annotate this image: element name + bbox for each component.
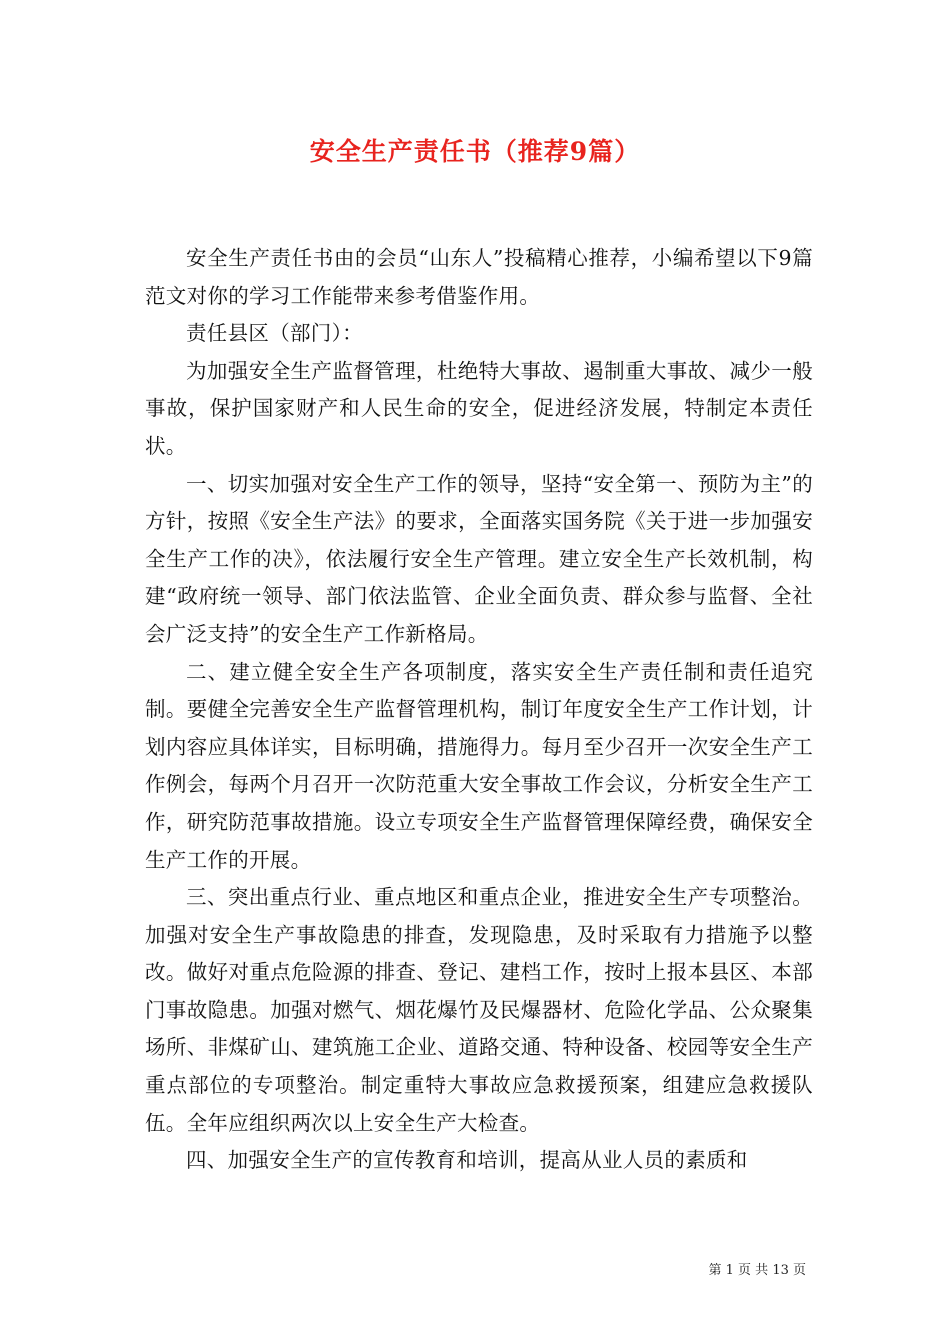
paragraph-purpose: 为加强安全生产监督管理，杜绝特大事故、遏制重大事故、减少一般事故，保护国家财产和人民生命的安全，促进经济发展，特制定本责任状。 bbox=[145, 358, 813, 458]
paragraph-item-2: 二、建立健全安全生产各项制度，落实安全生产责任制和责任追究制。要健全完善安全生产监督管理机构，制订年度安全生产工作计划，计划内容应具体详实，目标明确，措施得力。每月至少召开一次安全生产工作例会，每两个月召开一次防范重大安全事故工作会议，分析安全生产工作，研究防范事故措施。设立专项安全生产监督管理保障经费，确保安全生产工作的开展。 bbox=[145, 659, 813, 872]
paragraph-addressee: 责任县区（部门）： bbox=[186, 321, 363, 346]
paragraph-item-1: 一、切实加强对安全生产工作的领导，坚持“安全第一、预防为主”的方针，按照《安全生产法》的要求，全面落实国务院《关于进一步加强安全生产工作的决》，依法履行安全生产管理。建立安全生产长效机制，构建“政府统一领导、部门依法监管、企业全面负责、群众参与监督、全社会广泛支持”的安全生产工作新格局。 bbox=[145, 471, 813, 646]
paragraph-item-3: 三、突出重点行业、重点地区和重点企业，推进安全生产专项整治。加强对安全生产事故隐患的排查，发现隐患，及时采取有力措施予以整改。做好对重点危险源的排查、登记、建档工作，按时上报本县区、本部门事故隐患。加强对燃气、烟花爆竹及民爆器材、危险化学品、公众聚集场所、非煤矿山、建筑施工企业、道路交通、特种设备、校园等安全生产重点部位的专项整治。制定重特大事故应急救援预案，组建应急救援队伍。全年应组织两次以上安全生产大检查。 bbox=[145, 885, 813, 1135]
document-title: 安全生产责任书（推荐9篇） bbox=[309, 137, 641, 166]
page-number: 第 1 页 共 13 页 bbox=[708, 1263, 806, 1278]
paragraph-intro: 安全生产责任书由的会员“山东人”投稿精心推荐，小编希望以下9篇范文对你的学习工作能带来参考借鉴作用。 bbox=[145, 246, 813, 308]
document-body bbox=[145, 240, 813, 1180]
paragraph-item-4: 四、加强安全生产的宣传教育和培训，提高从业人员的素质和 bbox=[186, 1148, 748, 1173]
